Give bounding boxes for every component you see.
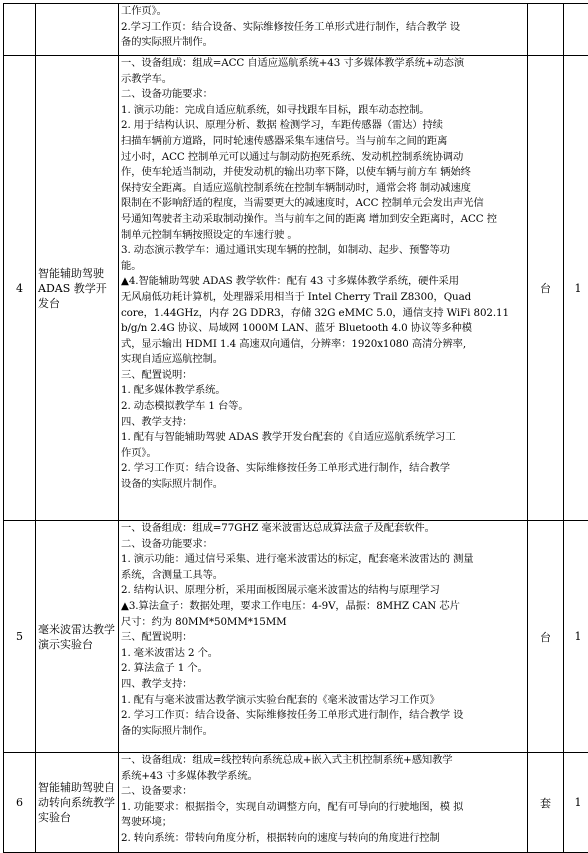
- description-line: 一、设备组成：组成=77GHZ 毫米波雷达总成算法盒子及配套软件。: [121, 521, 526, 537]
- item-description-cell: [119, 4, 528, 56]
- description-line: 四、教学支持：: [121, 415, 526, 431]
- description-line: 三、配置说明：: [121, 368, 526, 384]
- item-description-cell: [119, 521, 528, 753]
- item-number-cell: 6: [4, 753, 36, 853]
- description-line: 二、设备功能要求：: [121, 537, 526, 553]
- description-line: 设备的实际照片制作。: [121, 477, 526, 493]
- item-name-cell: 毫米波雷达教学演示实验台: [36, 521, 119, 753]
- item-description-cell: [119, 753, 528, 853]
- item-number-cell: 4: [4, 56, 36, 521]
- description-line: 备的实际照片制作。: [121, 35, 526, 51]
- description-line: 1. 演示功能：通过信号采集、进行毫米波雷达的标定，配套毫米波雷达的 测量: [121, 552, 526, 568]
- description-line: 号通知驾驶者主动采取制动操作。当与前车之间的距离 增加到安全距离时，ACC 控: [121, 212, 526, 228]
- description-line: ▲4.智能辅助驾驶 ADAS 教学软件：配有 43 寸多媒体教学系统，硬件采用: [121, 274, 526, 290]
- description-line: 工作页》。: [121, 4, 526, 20]
- description-line: 三、配置说明：: [121, 630, 526, 646]
- item-unit-cell: 套: [528, 753, 564, 853]
- description-line: 二、设备功能要求：: [121, 87, 526, 103]
- description-line: 1. 毫米波雷达 2 个。: [121, 646, 526, 662]
- description-line: ▲3.算法盒子：数据处理，要求工作电压：4-9V，晶振：8MHZ CAN 芯片: [121, 599, 526, 615]
- description-line: 一、设备组成：组成=线控转向系统总成+嵌入式主机控制系统+感知教学: [121, 753, 526, 769]
- item-quantity-cell: 1: [564, 521, 588, 753]
- description-line: 1. 演示功能：完成自适应航系统，如寻找跟车目标，跟车动态控制。: [121, 103, 526, 119]
- description-line: 1. 配多媒体教学系统。: [121, 383, 526, 399]
- description-line: 1. 配有与毫米波雷达教学演示实验台配套的《毫米波雷达学习工作页》: [121, 693, 526, 709]
- description-line: 尺寸：约为 80MM*50MM*15MM: [121, 615, 526, 631]
- description-line: 保持安全距离。自适应巡航控制系统在控制车辆制动时，通常会将 制动减速度: [121, 181, 526, 197]
- description-line: 作页》。: [121, 446, 526, 462]
- description-line: 2.学习工作页：结合设备、实际维修按任务工单形式进行制作，结合教学 设: [121, 20, 526, 36]
- description-line: b/g/n 2.4G 协议、局域网 1000M LAN、蓝牙 Bluetooth 4.0 协议等多种模: [121, 321, 526, 337]
- description-line: 备的实际照片制作。: [121, 724, 526, 740]
- description-line: 1. 功能要求：根据指令，实现自动调整方向，配有可导向的行驶地图，模 拟: [121, 800, 526, 816]
- item-unit-cell: [528, 4, 564, 56]
- description-line: 二、设备要求：: [121, 784, 526, 800]
- description-line: 限制在不影响舒适的程度，当需要更大的减速度时，ACC 控制单元会发出声光信: [121, 196, 526, 212]
- description-line: 2. 动态模拟教学车 1 台等。: [121, 399, 526, 415]
- description-line: 2. 学习工作页：结合设备、实际维修按任务工单形式进行制作，结合教学 设: [121, 708, 526, 724]
- description-line: 作，使车轮适当制动，并使发动机的输出功率下降，以使车辆与前方车 辆始终: [121, 165, 526, 181]
- description-line: 2. 转向系统：带转向角度分析，根据转向的速度与转向的角度进行控制: [121, 831, 526, 847]
- description-line: 驾驶环境；: [121, 815, 526, 831]
- description-line: 一、设备组成：组成=ACC 自适应巡航系统+43 寸多媒体教学系统+动态演: [121, 56, 526, 72]
- item-quantity-cell: [564, 4, 588, 56]
- item-description-cell: [119, 56, 528, 521]
- description-line: core，1.44GHz，内存 2G DDR3，存储 32G eMMC 5.0，通信支持 WiFi 802.11: [121, 306, 526, 322]
- description-line: 过小时，ACC 控制单元可以通过与制动防抱死系统、发动机控制系统协调动: [121, 150, 526, 166]
- item-quantity-cell: 1: [564, 753, 588, 853]
- description-line: 式，显示输出 HDMI 1.4 高速双向通信，分辨率：1920x1080 高清分辨率,: [121, 337, 526, 353]
- description-line: 2. 算法盒子 1 个。: [121, 661, 526, 677]
- item-quantity-cell: 1: [564, 56, 588, 521]
- description-line: 1. 配有与智能辅助驾驶 ADAS 教学开发台配套的《自适应巡航系统学习工: [121, 430, 526, 446]
- item-number-cell: [4, 4, 36, 56]
- item-unit-cell: 台: [528, 56, 564, 521]
- item-name-cell: 智能辅助驾驶自动转向系统教学实验台: [36, 753, 119, 853]
- equipment-spec-table: [3, 3, 588, 853]
- table-row: [4, 521, 588, 753]
- table-row: [4, 56, 588, 521]
- description-line: 2. 结构认识、原理分析，采用面板图展示毫米波雷达的结构与原理学习: [121, 583, 526, 599]
- description-line: 2. 学习工作页：结合设备、实际维修按任务工单形式进行制作，结合教学: [121, 461, 526, 477]
- table-row: [4, 753, 588, 853]
- item-name-cell: 智能辅助驾驶 ADAS 教学开发台: [36, 56, 119, 521]
- description-line: 无风扇低功耗计算机，处理器采用相当于 Intel Cherry Trail Z8300，Quad: [121, 290, 526, 306]
- description-line: 2. 用于结构认识、原理分析、数据 检测学习，车距传感器（雷达）持续: [121, 118, 526, 134]
- description-line: 制单元控制车辆按照设定的车速行驶 。: [121, 228, 526, 244]
- description-line: 能。: [121, 259, 526, 275]
- description-line: 系统+43 寸多媒体教学系统。: [121, 769, 526, 785]
- description-line: 示教学车。: [121, 72, 526, 88]
- description-line: 3. 动态演示教学车：通过通讯实现车辆的控制，如制动、起步、预警等功: [121, 243, 526, 259]
- item-name-cell: [36, 4, 119, 56]
- item-number-cell: 5: [4, 521, 36, 753]
- description-line: 四、教学支持：: [121, 677, 526, 693]
- description-line: 实现自适应巡航控制。: [121, 352, 526, 368]
- description-line: 扫描车辆前方道路，同时轮速传感器采集车速信号。当与前车之间的距离: [121, 134, 526, 150]
- description-line: 系统，含测量工具等。: [121, 568, 526, 584]
- table-row: [4, 4, 588, 56]
- item-unit-cell: 台: [528, 521, 564, 753]
